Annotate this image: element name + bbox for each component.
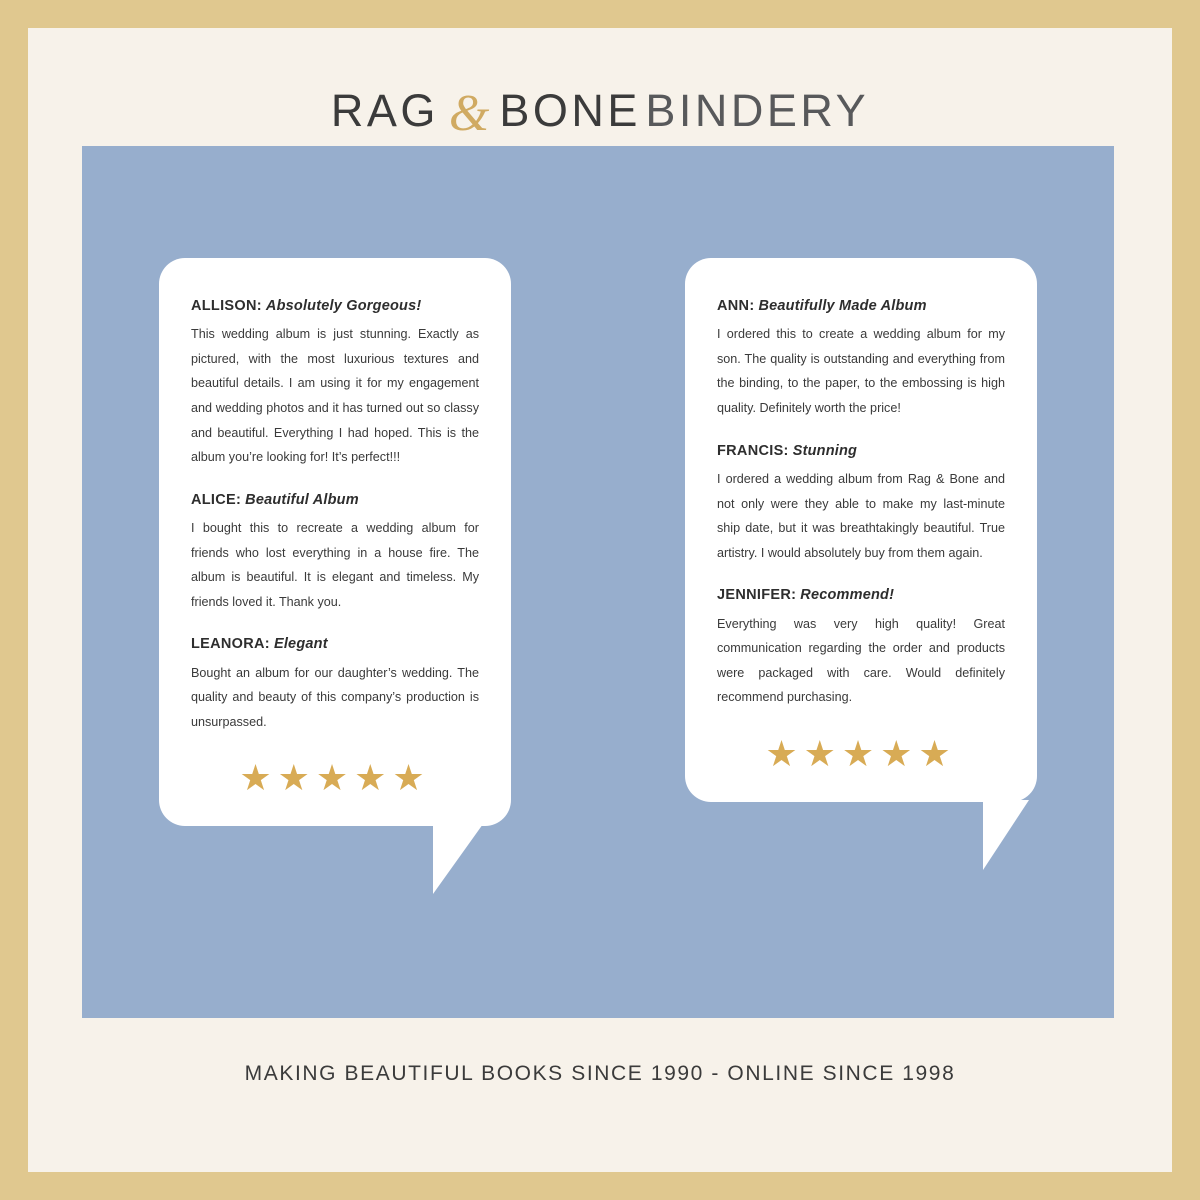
testimonial-bubble-right-wrapper xyxy=(685,258,1037,802)
brand-word-bindery: BINDERY xyxy=(645,85,870,136)
review-item xyxy=(717,443,1005,566)
star-rating-left: ★★★★★ xyxy=(239,757,431,799)
brand-logo xyxy=(28,80,1172,142)
review-heading xyxy=(191,492,479,509)
footer-tagline: MAKING BEAUTIFUL BOOKS SINCE 1990 - ONLINE SINCE 1998 xyxy=(244,1062,956,1085)
review-title: Beautifully Made Album xyxy=(758,298,927,314)
review-body: This wedding album is just stunning. Exactly as pictured, with the most luxurious textures and beautiful details. I am using it for my engagement and wedding photos and it has turned out so classy and beautiful. Everything I had hoped. This is the album you’re looking for! It’s perfect!!! xyxy=(191,327,479,465)
review-item xyxy=(191,492,479,615)
review-title: Absolutely Gorgeous! xyxy=(265,298,422,314)
review-author: LEANORA: xyxy=(191,636,270,653)
speech-bubble-tail-left xyxy=(433,824,483,894)
review-item xyxy=(717,298,1005,421)
review-author: FRANCIS: xyxy=(717,442,789,459)
review-heading xyxy=(191,636,479,653)
review-author: ALICE: xyxy=(191,491,242,508)
review-title: Beautiful Album xyxy=(245,491,359,508)
page-canvas xyxy=(28,28,1172,1172)
review-body: I ordered this to create a wedding album for my son. The quality is outstanding and everything from the binding, to the paper, to the embossing is high quality. Definitely worth the price! xyxy=(717,327,1005,416)
review-item xyxy=(717,587,1005,710)
review-title: Recommend! xyxy=(800,587,895,604)
review-title: Stunning xyxy=(792,442,858,459)
testimonials-panel xyxy=(82,146,1114,1018)
review-author: ALLISON: xyxy=(191,298,262,314)
speech-bubble-tail-right xyxy=(983,800,1029,870)
star-rating-right: ★★★★★ xyxy=(765,732,957,774)
testimonial-bubble-right xyxy=(685,258,1037,802)
review-heading xyxy=(717,443,1005,460)
review-body: I ordered a wedding album from Rag & Bone and not only were they able to make my last-minute ship date, but it was breathtakingly beautiful. True artistry. I would absolutely buy from them again. xyxy=(717,471,1005,560)
brand-ampersand: & xyxy=(448,85,490,142)
review-body: I bought this to recreate a wedding album for friends who lost everything in a house fire. The album is beautiful. It is elegant and timeless. My friends loved it. Thank you. xyxy=(191,521,479,609)
review-body: Bought an album for our daughter’s wedding. The quality and beauty of this company’s production is unsurpassed. xyxy=(191,665,479,729)
brand-word-rag: RAG xyxy=(330,85,439,136)
review-title: Elegant xyxy=(273,636,328,653)
review-item xyxy=(191,298,479,470)
review-author: ANN: xyxy=(717,298,755,314)
review-body: Everything was very high quality! Great communication regarding the order and products were packaged with care. Would definitely recommend purchasing. xyxy=(717,616,1005,705)
brand-word-bone: BONE xyxy=(499,85,641,136)
review-item xyxy=(191,636,479,734)
speech-bubble-group xyxy=(82,146,1114,1018)
testimonial-bubble-left xyxy=(159,258,511,826)
review-author: JENNIFER: xyxy=(717,587,797,604)
review-heading xyxy=(717,587,1005,604)
review-heading xyxy=(191,298,479,315)
review-heading xyxy=(717,298,1005,315)
testimonial-bubble-left-wrapper xyxy=(159,258,511,826)
